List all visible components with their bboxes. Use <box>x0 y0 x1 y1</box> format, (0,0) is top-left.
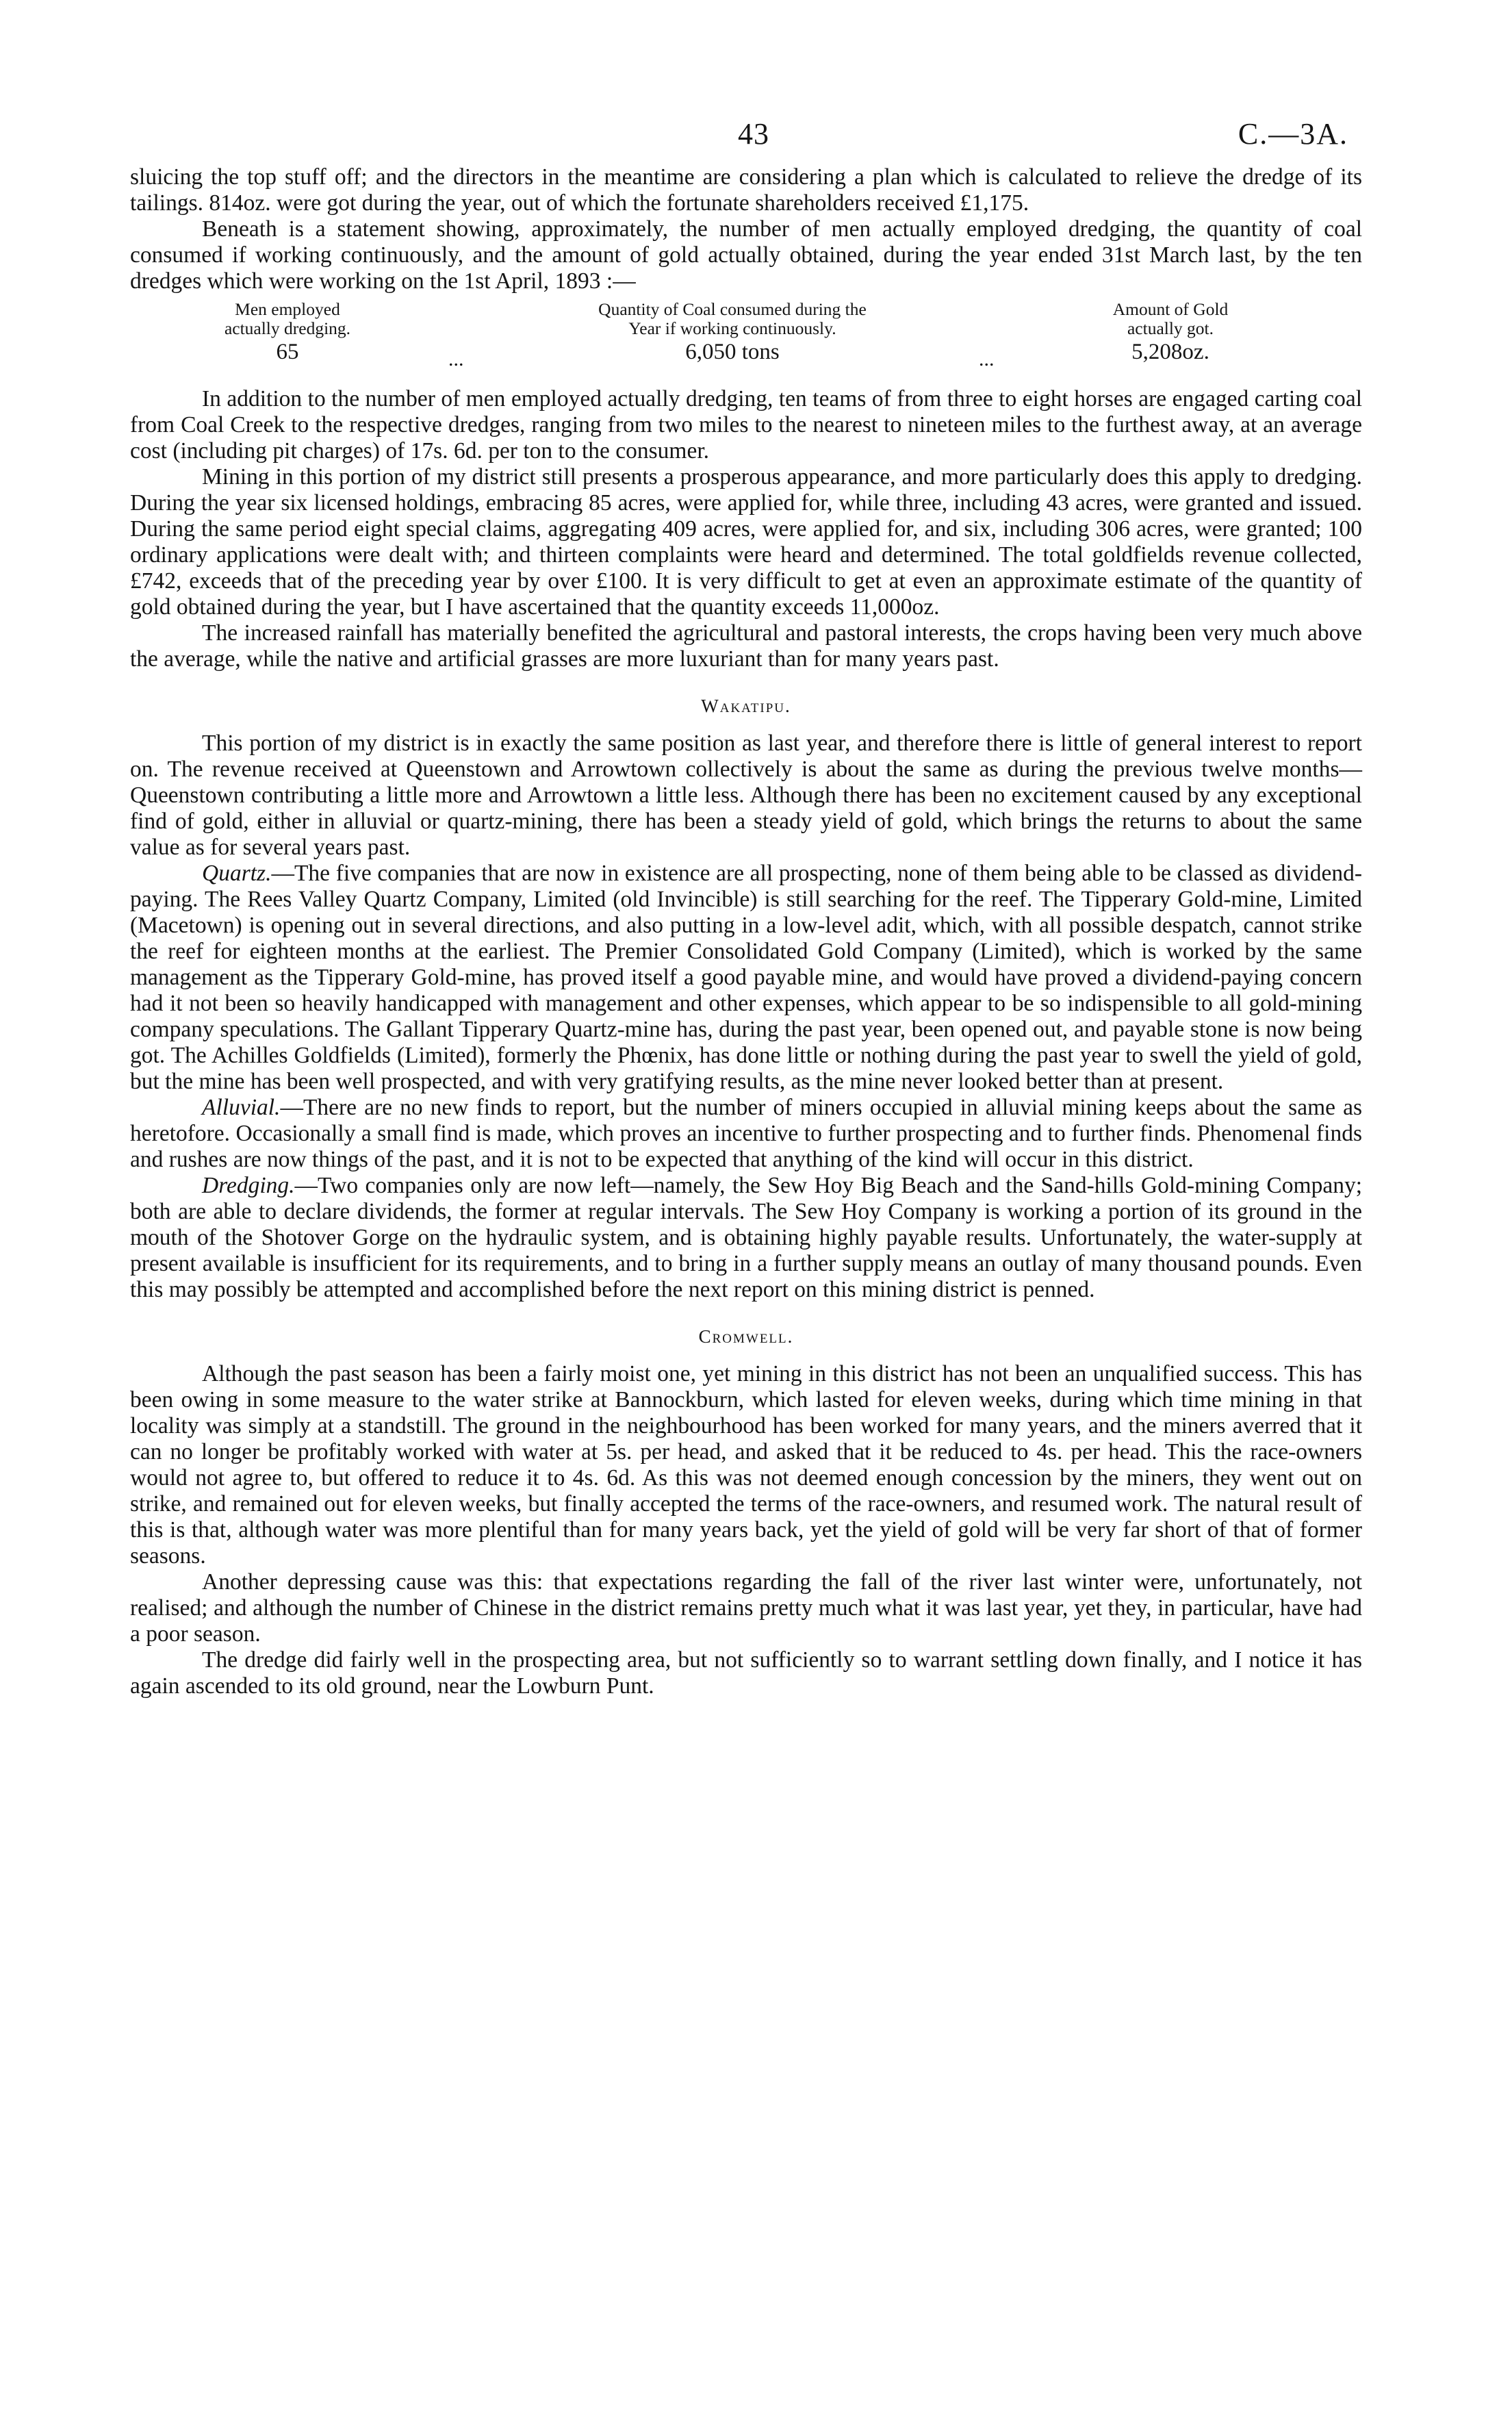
paragraph-text: —Two companies only are now left—namely, the Sew Hoy Big Beach and the Sand-hills Gold-mining Company; both are able to declare dividends, the former at regular intervals. The Sew Hoy Company is working a portion of its ground in the mouth of the Shotover Gorge on the hydraulic system, and is obtaining highly payable results. Unfortunately, the water-supply at present available is insufficient for its requirements, and to bring in a further supply means an outlay of many thousand pounds. Even this may possibly be attempted and accomplished before the next report on this mining district is penned. <box>130 1173 1362 1302</box>
paragraph: The dredge did fairly well in the prospecting area, but not sufficiently so to warrant settling down finally, and I notice it has again ascended to its old ground, near the Lowburn Punt. <box>130 1647 1362 1699</box>
paragraph: The increased rainfall has materially benefited the agricultural and pastoral interests, the crops having been very much above the average, while the native and artificial grasses are more luxuriant than for many years past. <box>130 620 1362 672</box>
page-number: 43 <box>738 117 769 151</box>
paragraph: This portion of my district is in exactly the same position as last year, and therefore there is little of general interest to report on. The revenue received at Queenstown and Arrowtown collectively is about the same as during the previous twelve months—Queenstown contributing a little more and Arrowtown a little less. Although there has been no excitement caused by any exceptional find of gold, either in alluvial or quartz-mining, there has been a steady yield of gold, which brings the returns to about the same value as for several years past. <box>130 731 1362 860</box>
dredging-statement-table <box>130 300 1362 379</box>
column-value: 5,208oz. <box>1131 340 1209 364</box>
column-header: actually dredging. <box>224 318 351 338</box>
paragraph-dredging <box>130 1173 1362 1303</box>
table-column-gold <box>1047 300 1294 364</box>
table-column-men <box>185 300 390 364</box>
page-header <box>130 116 1362 164</box>
paragraph: In addition to the number of men employed actually dredging, ten teams of from three to eight horses are engaged carting coal from Coal Creek to the respective dredges, ranging from two miles to the nearest to nineteen miles to the furthest away, at an average cost (including pit charges) of 17s. 6d. per ton to the consumer. <box>130 386 1362 464</box>
column-header: actually got. <box>1127 318 1214 338</box>
column-header: Year if working continuously. <box>628 318 836 338</box>
column-value: 65 <box>276 340 299 364</box>
column-header: Amount of Gold <box>1112 299 1229 319</box>
document-reference: C.—3A. <box>1238 117 1348 151</box>
section-heading-cromwell: Cromwell. <box>698 1326 794 1347</box>
subsection-lead: Dredging. <box>202 1173 295 1198</box>
section-heading-wakatipu: Wakatipu. <box>701 696 791 716</box>
paragraph-text: —The five companies that are now in existence are all prospecting, none of them being able to be classed as dividend-paying. The Rees Valley Quartz Company, Limited (old Invincible) is still searching for the reef. The Tipperary Gold-mine, Limited (Macetown) is opening out in several directions, and also putting in a low-level adit, which, with all possible despatch, cannot strike the reef for eighteen months at the earliest. The Premier Consolidated Gold Company (Limited), which is worked by the same management as the Tipperary Gold-mine, has proved itself a good payable mine, and would have proved a dividend-paying concern had it not been so heavily handicapped with management and other expenses, which appear to be so indispensible to all gold-mining company speculations. The Gallant Tipperary Quartz-mine has, during the past year, been opened out, and payable stone is now being got. The Achilles Goldfields (Limited), formerly the Phœnix, has done little or nothing during the past year to swell the yield of gold, but the mine has been well prospected, and with very gratifying results, as the mine never looked better than at present. <box>130 861 1362 1094</box>
dot-leader: ... <box>979 348 995 370</box>
paragraph-alluvial <box>130 1095 1362 1173</box>
subsection-lead: Alluvial. <box>202 1095 281 1120</box>
document-page <box>130 116 1362 1699</box>
paragraph-quartz <box>130 861 1362 1095</box>
paragraph: Beneath is a statement showing, approximately, the number of men actually employed dredging, the quantity of coal consumed if working continuously, and the amount of gold actually obtained, during the year ended 31st March last, by the ten dredges which were working on the 1st April, 1893 :— <box>130 216 1362 294</box>
paragraph: Although the past season has been a fairly moist one, yet mining in this district has not been an unqualified success. This has been owing in some measure to the water strike at Bannockburn, which lasted for eleven weeks, during which time mining in that locality was simply at a standstill. The ground in the neighbourhood has been worked for many years, and the miners averred that it can no longer be profitably worked with water at 5s. per head, and asked that it be reduced to 4s. per head. This the race-owners would not agree to, but offered to reduce it to 4s. 6d. As this was not deemed enough concession by the miners, they went out on strike, and remained out for eleven weeks, but finally accepted the terms of the race-owners, and resumed work. The natural result of this is that, although water was more plentiful than for many years back, yet the yield of gold will be very far short of that of former seasons. <box>130 1361 1362 1569</box>
dot-leader: ... <box>448 348 464 370</box>
paragraph: sluicing the top stuff off; and the directors in the meantime are considering a plan which is calculated to relieve the dredge of its tailings. 814oz. were got during the year, out of which the fortunate shareholders received £1,175. <box>130 164 1362 216</box>
subsection-lead: Quartz. <box>202 861 272 886</box>
table-column-coal <box>513 300 951 364</box>
document-body <box>130 164 1362 1699</box>
paragraph-text: —There are no new finds to report, but the number of miners occupied in alluvial mining keeps about the same as heretofore. Occasionally a small find is made, which proves an incentive to further prospecting and to further finds. Phenomenal finds and rushes are now things of the past, and it is not to be expected that anything of the kind will occur in this district. <box>130 1095 1362 1172</box>
column-header: Men employed <box>235 299 340 319</box>
paragraph: Mining in this portion of my district still presents a prosperous appearance, and more particularly does this apply to dredging. During the year six licensed holdings, embracing 85 acres, were applied for, while three, including 43 acres, were granted and issued. During the same period eight special claims, aggregating 409 acres, were applied for, and six, including 306 acres, were granted; 100 ordinary applications were dealt with; and thirteen complaints were heard and determined. The total goldfields revenue collected, £742, exceeds that of the preceding year by over £100. It is very difficult to get at even an approximate estimate of the quantity of gold obtained during the year, but I have ascertained that the quantity exceeds 11,000oz. <box>130 464 1362 620</box>
column-value: 6,050 tons <box>685 340 780 364</box>
column-header: Quantity of Coal consumed during the <box>598 299 867 319</box>
paragraph: Another depressing cause was this: that expectations regarding the fall of the river last winter were, unfortunately, not realised; and although the number of Chinese in the district remains pretty much what it was last year, yet they, in particular, have had a poor season. <box>130 1569 1362 1647</box>
